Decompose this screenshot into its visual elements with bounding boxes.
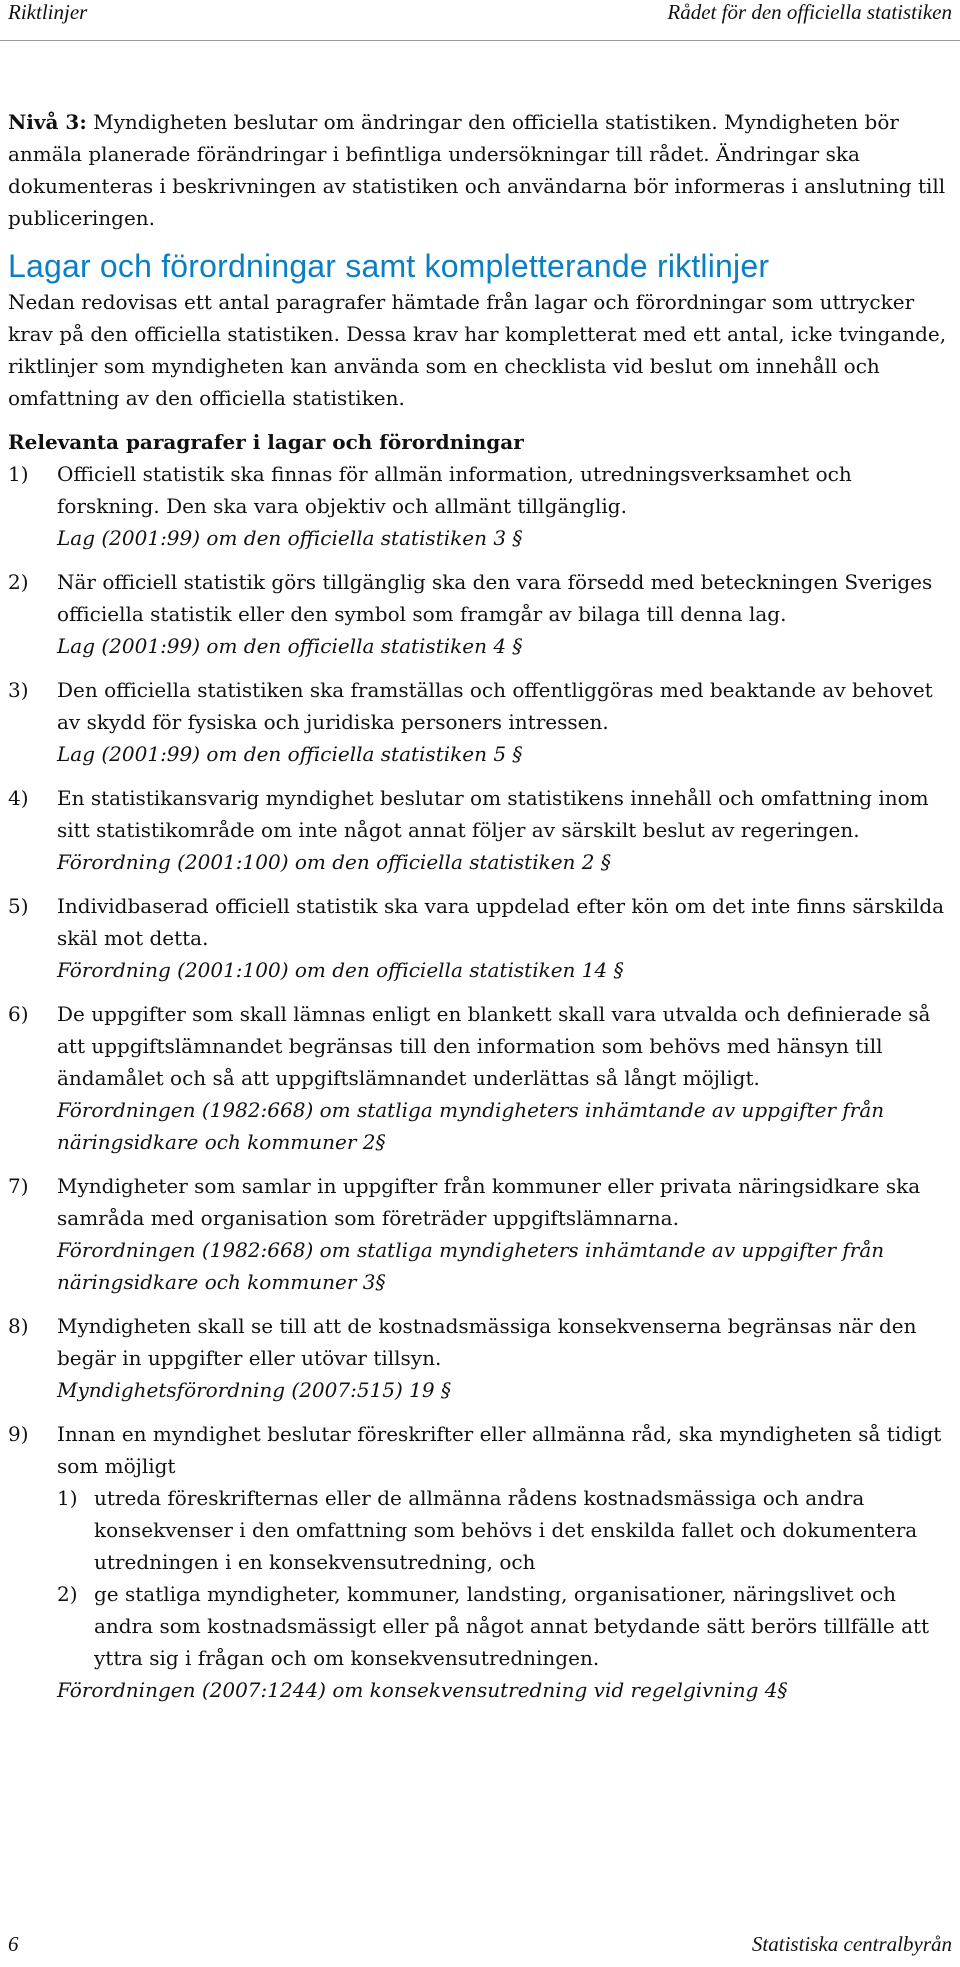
level-text: Myndigheten beslutar om ändringar den officiella statistiken. Myndigheten bör anmäla planerade förändringar i befintliga undersökningar till rådet. Ändringar ska dokumenteras i beskrivningen av statistiken och användarna bör informeras i anslutning till publiceringen. (8, 110, 946, 230)
item-number: 1) (8, 462, 29, 486)
law-text: Innan en myndighet beslutar föreskrifter eller allmänna råd, ska myndigheten så tidigt som möjligt (57, 1422, 942, 1478)
law-list (8, 458, 956, 1706)
sub-item-text: ge statliga myndigheter, kommuner, landsting, organisationer, näringslivet och andra som kostnadsmässigt eller på något annat betydande sätt berörs tillfälle att yttra sig i frågan och om konsekvensutredningen. (94, 1582, 930, 1670)
subheading: Relevanta paragrafer i lagar och förordningar (8, 430, 524, 454)
law-text: Myndigheter som samlar in uppgifter från kommuner eller privata näringsidkare ska samråda med organisation som företräder uppgiftslämnarna. (57, 1174, 921, 1230)
item-number: 8) (8, 1314, 29, 1338)
law-reference: Lag (2001:99) om den officiella statistiken 5 § (57, 742, 523, 766)
law-item (8, 1170, 956, 1298)
law-reference: Förordningen (1982:668) om statliga myndigheters inhämtande av uppgifter från näringsidkare och kommuner 3§ (57, 1238, 885, 1294)
item-number: 2) (8, 570, 29, 594)
section-paragraph: Nedan redovisas ett antal paragrafer hämtade från lagar och förordningar som uttrycker krav på den officiella statistiken. Dessa krav har kompletterat med ett antal, icke tvingande, riktlinjer som myndigheten kan använda som en checklista vid beslut om innehåll och omfattning av den officiella statistiken. (8, 290, 947, 410)
sub-item-text: utreda föreskrifternas eller de allmänna rådens kostnadsmässiga och andra konsekvenser i den omfattning som behövs i det enskilda fallet och dokumentera utredningen i en konsekvensutredning, och (94, 1486, 918, 1574)
page-number: 6 (8, 1932, 19, 1956)
law-item (8, 998, 956, 1158)
item-number: 6) (8, 1002, 29, 1026)
level-3-paragraph (8, 106, 956, 234)
item-number: 7) (8, 1174, 29, 1198)
header-title: Riktlinjer (8, 0, 88, 24)
law-item (8, 674, 956, 770)
law-text: När officiell statistik görs tillgänglig ska den vara försedd med beteckningen Sveriges officiella statistik eller den symbol som framgår av bilaga till denna lag. (57, 570, 933, 626)
law-text: Officiell statistik ska finnas för allmän information, utredningsverksamhet och forskning. Den ska vara objektiv och allmänt tillgänglig. (57, 462, 852, 518)
law-text: Individbaserad officiell statistik ska vara uppdelad efter kön om det inte finns särskilda skäl mot detta. (57, 894, 945, 950)
law-item (8, 1418, 956, 1706)
law-text: Myndigheten skall se till att de kostnadsmässiga konsekvenserna begränsas när den begär in uppgifter eller utövar tillsyn. (57, 1314, 917, 1370)
law-reference: Lag (2001:99) om den officiella statistiken 4 § (57, 634, 523, 658)
sub-item (57, 1482, 956, 1578)
running-footer (0, 1930, 960, 1967)
sub-item (57, 1578, 956, 1674)
item-number: 5) (8, 894, 29, 918)
sub-item-number: 1) (57, 1486, 78, 1510)
law-reference: Förordningen (2007:1244) om konsekvensutredning vid regelgivning 4§ (57, 1678, 788, 1702)
item-number: 4) (8, 786, 29, 810)
law-reference: Förordning (2001:100) om den officiella statistiken 2 § (57, 850, 611, 874)
item-number: 9) (8, 1422, 29, 1446)
law-item (8, 890, 956, 986)
law-reference: Myndighetsförordning (2007:515) 19 § (57, 1378, 451, 1402)
footer-publisher: Statistiska centralbyrån (751, 1932, 952, 1956)
sub-list (57, 1482, 956, 1674)
item-number: 3) (8, 678, 29, 702)
section-heading: Lagar och förordningar samt kompletterande riktlinjer (8, 248, 770, 284)
sub-item-number: 2) (57, 1582, 78, 1606)
law-item (8, 458, 956, 554)
law-text: En statistikansvarig myndighet beslutar om statistikens innehåll och omfattning inom sitt statistikområde om inte något annat följer av särskilt beslut av regeringen. (57, 786, 929, 842)
law-item (8, 782, 956, 878)
level-label: Nivå 3: (8, 110, 87, 134)
page-body (8, 106, 956, 1718)
running-header (0, 0, 960, 41)
law-text: Den officiella statistiken ska framställas och offentliggöras med beaktande av behovet av skydd för fysiska och juridiska personers intressen. (57, 678, 933, 734)
law-reference: Förordning (2001:100) om den officiella statistiken 14 § (57, 958, 624, 982)
law-reference: Lag (2001:99) om den officiella statistiken 3 § (57, 526, 523, 550)
law-item (8, 566, 956, 662)
header-publisher: Rådet för den officiella statistiken (667, 0, 952, 24)
law-text: De uppgifter som skall lämnas enligt en blankett skall vara utvalda och definierade så att uppgiftslämnandet begränsas till den information som behövs med hänsyn till ändamålet och så att uppgiftslämnandet underlättas så långt möjligt. (57, 1002, 931, 1090)
law-item (8, 1310, 956, 1406)
law-reference: Förordningen (1982:668) om statliga myndigheters inhämtande av uppgifter från näringsidkare och kommuner 2§ (57, 1098, 885, 1154)
